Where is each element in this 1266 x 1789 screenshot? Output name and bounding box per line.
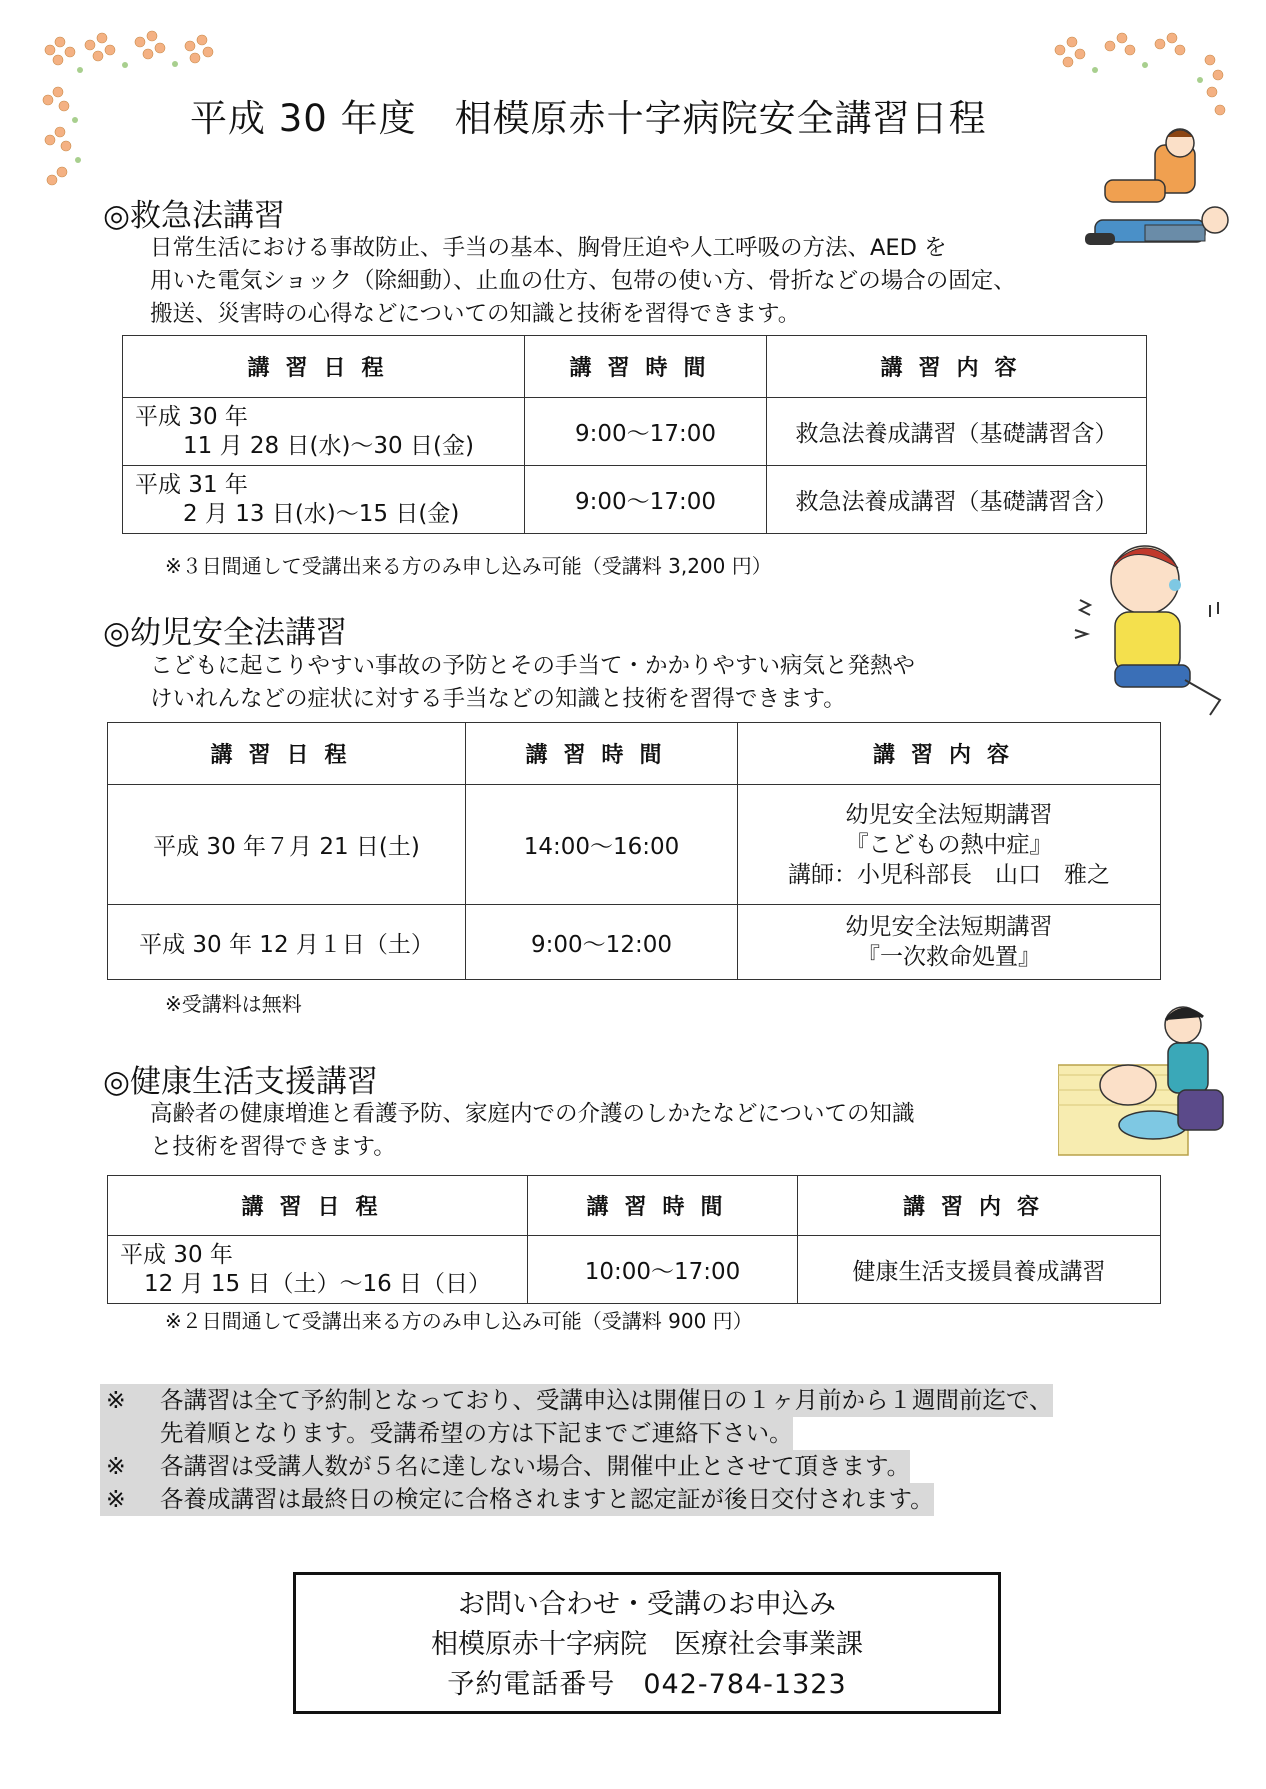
content-cell: 救急法養成講習（基礎講習含） [767,466,1147,534]
date-cell: 平成 30 年７月 21 日(土) [108,785,466,905]
header-date: 講習日程 [108,723,466,785]
desc-line: 日常生活における事故防止、手当の基本、胸骨圧迫や人工呼吸の方法、AED を [150,235,947,261]
schedule-table-health-support [107,1175,1161,1304]
table-row [108,905,1161,980]
time-cell: 10:00～17:00 [528,1236,798,1304]
date-cell: 平成 30 年 12 月１日（土） [108,905,466,980]
table-row [123,398,1147,466]
desc-line: 高齢者の健康増進と看護予防、家庭内での介護のしかたなどについての知識 [150,1101,915,1127]
section-title-child-safety: ◎幼児安全法講習 [103,615,348,651]
section-desc-first-aid [150,232,1016,331]
flower-decoration-right [1040,20,1240,140]
section-title-health-support: ◎健康生活支援講習 [103,1064,379,1100]
contact-phone: 予約電話番号 042-784-1323 [447,1669,847,1700]
notice-item: ※ 各養成講習は最終日の検定に合格されますと認定証が後日交付されます。 [100,1483,1200,1516]
desc-line: けいれんなどの症状に対する手当などの知識と技術を習得できます。 [150,686,846,712]
desc-line: 用いた電気ショック（除細動）、止血の仕方、包帯の使い方、骨折などの場合の固定、 [150,268,1016,294]
page-title: 平成 30 年度 相模原赤十字病院安全講習日程 [190,97,987,140]
section-note-first-aid: ※３日間通して受講出来る方のみ申し込み可能（受講料 3,200 円） [165,554,772,578]
section-desc-health-support [150,1098,915,1164]
table-row [108,785,1161,905]
desc-line: と技術を習得できます。 [150,1134,396,1160]
notice-item: ※ 各講習は受講人数が５名に達しない場合、開催中止とさせて頂きます。 [100,1450,1200,1483]
content-cell: 幼児安全法短期講習 『一次救命処置』 [738,905,1161,980]
contact-box [293,1572,1001,1714]
date-cell: 平成 30 年 12 月 15 日（土）～16 日（日） [108,1236,528,1304]
date-cell: 平成 30 年 11 月 28 日(水)～30 日(金) [123,398,525,466]
header-time: 講習時間 [466,723,738,785]
desc-line: こどもに起こりやすい事故の予防とその手当て・かかりやすい病気と発熱や [150,653,916,679]
header-date: 講習日程 [123,336,525,398]
notice-item: ※ 各講習は全て予約制となっており、受講申込は開催日の１ヶ月前から１週間前迄で、 [100,1384,1200,1417]
schedule-table-first-aid [122,335,1147,534]
content-cell: 救急法養成講習（基礎講習含） [767,398,1147,466]
contact-department: 相模原赤十字病院 医療社会事業課 [431,1629,863,1660]
section-title-first-aid: ◎救急法講習 [103,198,286,234]
time-cell: 14:00～16:00 [466,785,738,905]
table-row [108,1236,1161,1304]
section-note-child-safety: ※受講料は無料 [165,992,302,1016]
caregiver-illustration [1058,995,1238,1160]
header-date: 講習日程 [108,1176,528,1236]
notice-list [100,1384,1200,1516]
notice-item: 先着順となります。受講希望の方は下記までご連絡下さい。 [100,1417,1200,1450]
section-desc-child-safety [150,650,915,716]
contact-heading: お問い合わせ・受講のお申込み [458,1589,836,1620]
desc-line: 搬送、災害時の心得などについての知識と技術を習得できます。 [150,301,801,327]
table-row [123,466,1147,534]
sick-child-illustration [1060,540,1235,720]
time-cell: 9:00～12:00 [466,905,738,980]
header-content: 講習内容 [767,336,1147,398]
time-cell: 9:00～17:00 [525,398,767,466]
content-cell: 幼児安全法短期講習 『こどもの熱中症』 講師：小児科部長 山口 雅之 [738,785,1161,905]
date-cell: 平成 31 年 2 月 13 日(水)～15 日(金) [123,466,525,534]
schedule-table-child-safety [107,722,1161,980]
header-content: 講習内容 [798,1176,1161,1236]
content-cell: 健康生活支援員養成講習 [798,1236,1161,1304]
time-cell: 9:00～17:00 [525,466,767,534]
header-content: 講習内容 [738,723,1161,785]
cpr-illustration [1085,125,1235,270]
header-time: 講習時間 [525,336,767,398]
header-time: 講習時間 [528,1176,798,1236]
section-note-health-support: ※２日間通して受講出来る方のみ申し込み可能（受講料 900 円） [165,1309,753,1333]
